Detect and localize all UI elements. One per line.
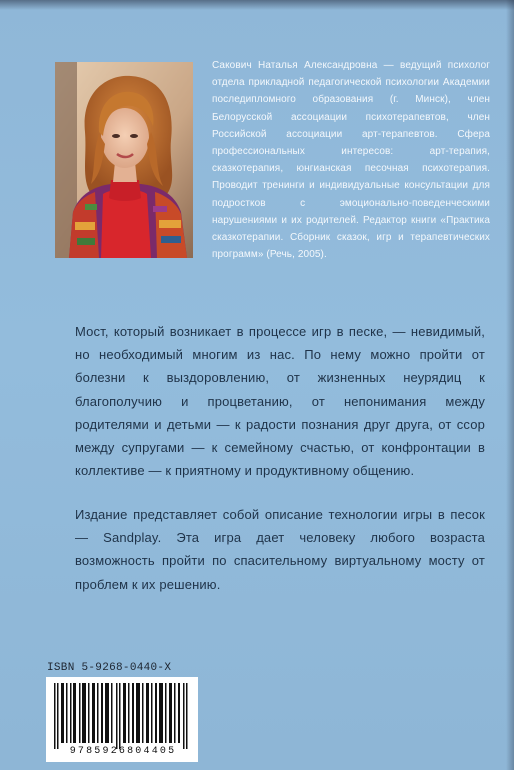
description-paragraph-1: Мост, который возникает в процессе игр в песке, — невидимый, но необходимый многим из нас. По нему можно пройти от болезни к выздоровлению, от жизненных неурядиц к благополучию и процветанию, от непонимания между родителями и детьми — к радости познания друг друга, от ссор между супругами — к семейному счастью, от конфронтации в коллективе — к приятному и продуктивному общению. [75,324,485,479]
cover-right-edge [506,0,514,770]
isbn-label: ISBN 5-9268-0440-X [47,662,172,674]
author-bio: Сакович Наталья Александровна — ведущий психолог отдела прикладной педагогической психологии Академии последипломного образования (г. Минск), член Белорусской ассоциации психотерапевтов, член Российской ассоциации арт-терапевтов. Сфера профессиональных интересов: арт-терапия, сказкотерапия, юнгианская песочная психотерапия. Проводит тренинги и индивидуальные консультации для подростков с эмоционально-поведенческими нарушениями и их родителей. Редактор книги «Практика сказкотерапии. Сборник сказок, игр и терапевтических программ» (Речь, 2005). [212,60,490,261]
description-paragraph-2: Издание представляет собой описание технологии игры в песок — Sandplay. Эта игра дает человеку любого возраста возможность пройти по спасительному виртуальному мосту от проблем к их решению. [75,507,485,592]
cover-top-edge [0,0,514,10]
author-photo [55,62,193,258]
barcode-digits: 9785926804405 [69,746,177,757]
barcode [46,677,198,762]
